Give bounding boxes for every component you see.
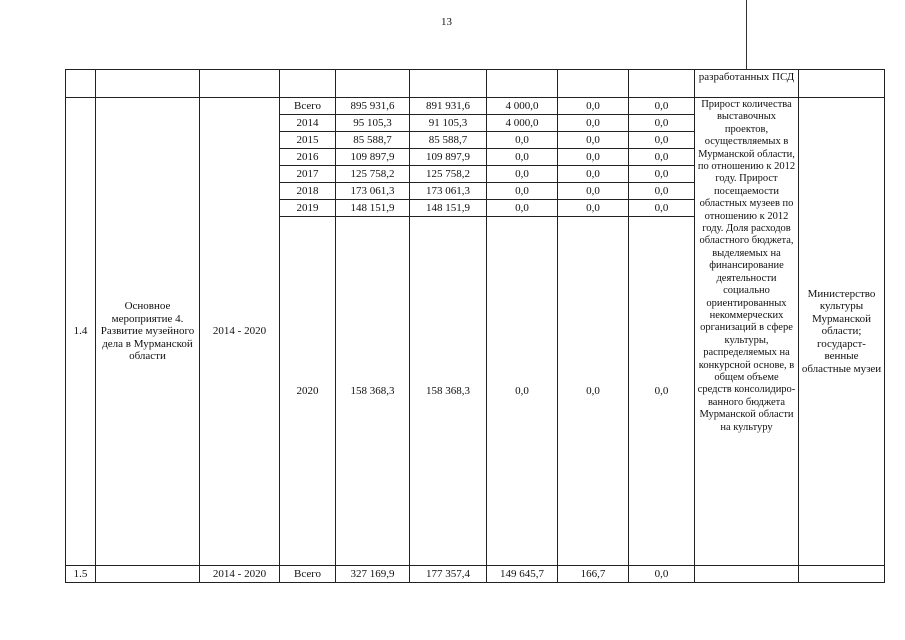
row-1-4-period: 2014 - 2020 [199,97,279,565]
other-cell: 0,0 [628,131,694,148]
row-1-5-federal: 149 645,7 [486,565,557,583]
top-row-executor-cell [798,69,885,97]
row-1-5-name [95,565,199,583]
page-number: 13 [441,16,452,28]
year-cell: 2020 [279,216,335,565]
year-cell: 2018 [279,182,335,199]
year-cell: 2014 [279,114,335,131]
local-cell: 0,0 [557,148,628,165]
year-cell: 2015 [279,131,335,148]
local-cell: 0,0 [557,165,628,182]
federal-cell: 4 000,0 [486,97,557,114]
local-cell: 0,0 [557,216,628,565]
year-cell: 2017 [279,165,335,182]
other-cell: 0,0 [628,97,694,114]
row-1-4-indicators: Прирост количества выставочных проектов, осуществляемых в Мурманской области, по отношению к 2012 году. Прирост посещаемости областных музеев по отношению к 2012 году. Доля расходов областного бюджета, выделяемых на финансирование деятельности социально ориентированных некоммерческих организаций в сфере культуры, распределяемых на конкурсной основе, в общем объеме средств консолидиро-ванного бюджета Мурманской области на культуру [694,97,798,565]
other-cell: 0,0 [628,199,694,216]
row-1-5-year: Всего [279,565,335,583]
year-cell: 2016 [279,148,335,165]
top-row-total-cell [335,69,409,97]
row-1-4-executor: Министерство культуры Мурманской области; государст-венные областные музеи [798,97,885,565]
top-row-year-cell [279,69,335,97]
regional-cell: 85 588,7 [409,131,486,148]
federal-cell: 0,0 [486,216,557,565]
regional-cell: 91 105,3 [409,114,486,131]
regional-cell: 148 151,9 [409,199,486,216]
total-cell: 148 151,9 [335,199,409,216]
row-1-5-indicators [694,565,798,583]
local-cell: 0,0 [557,182,628,199]
row-1-5-local: 166,7 [557,565,628,583]
top-row-local-cell [557,69,628,97]
regional-cell: 891 931,6 [409,97,486,114]
federal-cell: 0,0 [486,199,557,216]
other-cell: 0,0 [628,165,694,182]
top-row-indicator-cell: разработанных ПСД [694,69,798,97]
top-row-regional-cell [409,69,486,97]
top-row-num-cell [65,69,95,97]
regional-cell: 109 897,9 [409,148,486,165]
row-1-5-total: 327 169,9 [335,565,409,583]
total-cell: 109 897,9 [335,148,409,165]
row-1-4-number: 1.4 [65,97,95,565]
federal-cell: 0,0 [486,131,557,148]
top-row-federal-cell [486,69,557,97]
regional-cell: 158 368,3 [409,216,486,565]
local-cell: 0,0 [557,199,628,216]
top-row-other-cell [628,69,694,97]
regional-cell: 173 061,3 [409,182,486,199]
year-cell: 2019 [279,199,335,216]
other-cell: 0,0 [628,114,694,131]
federal-cell: 0,0 [486,165,557,182]
federal-cell: 0,0 [486,148,557,165]
top-row-name-cell [95,69,199,97]
federal-cell: 4 000,0 [486,114,557,131]
row-1-4-name: Основное мероприятие 4. Развитие музейного дела в Мурманской области [95,97,199,565]
local-cell: 0,0 [557,131,628,148]
other-cell: 0,0 [628,182,694,199]
row-1-5-number: 1.5 [65,565,95,583]
row-1-5-regional: 177 357,4 [409,565,486,583]
other-cell: 0,0 [628,148,694,165]
top-row-period-cell [199,69,279,97]
total-cell: 895 931,6 [335,97,409,114]
row-1-5-period: 2014 - 2020 [199,565,279,583]
total-cell: 85 588,7 [335,131,409,148]
federal-cell: 0,0 [486,182,557,199]
other-cell: 0,0 [628,216,694,565]
row-1-5-other: 0,0 [628,565,694,583]
total-cell: 173 061,3 [335,182,409,199]
year-cell: Всего [279,97,335,114]
margin-line [746,0,747,70]
regional-cell: 125 758,2 [409,165,486,182]
total-cell: 125 758,2 [335,165,409,182]
total-cell: 158 368,3 [335,216,409,565]
total-cell: 95 105,3 [335,114,409,131]
local-cell: 0,0 [557,114,628,131]
row-1-5-executor [798,565,885,583]
local-cell: 0,0 [557,97,628,114]
